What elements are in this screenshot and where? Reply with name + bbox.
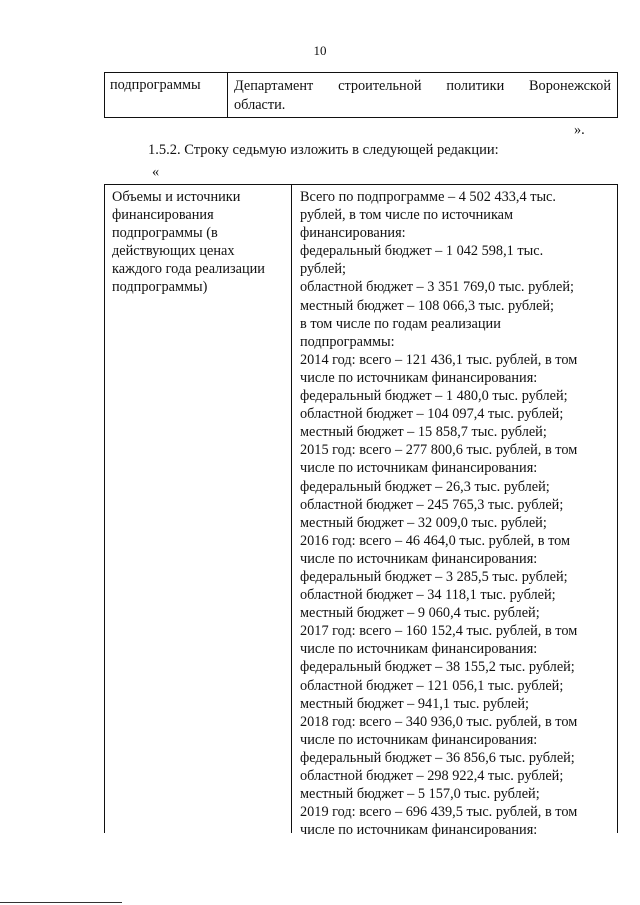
funding-detail-line: 2018 год: всего – 340 936,0 тыс. рублей, в том	[300, 713, 578, 730]
funding-label-line: Объемы и источники	[112, 189, 241, 205]
funding-label-line: подпрограммы (в	[112, 225, 218, 242]
funding-detail-line: федеральный бюджет – 36 856,6 тыс. рублей;	[300, 749, 575, 766]
funding-detail-line: областной бюджет – 104 097,4 тыс. рублей;	[300, 406, 564, 423]
funding-detail-line: рублей, в том числе по источникам	[300, 207, 514, 224]
funding-detail-line: федеральный бюджет – 3 285,5 тыс. рублей;	[300, 568, 568, 585]
footnote-rule	[0, 902, 122, 903]
funding-detail-line: в том числе по годам реализации	[300, 315, 501, 332]
funding-detail-line: финансирования:	[300, 225, 406, 242]
funding-detail-line: федеральный бюджет – 38 155,2 тыс. рублей;	[300, 659, 575, 676]
funding-detail-line: 2017 год: всего – 160 152,4 тыс. рублей, в том	[300, 623, 578, 640]
top-row-value	[228, 73, 617, 117]
funding-detail-line: местный бюджет – 32 009,0 тыс. рублей;	[300, 514, 547, 531]
funding-detail-line: областной бюджет – 34 118,1 тыс. рублей;	[300, 587, 556, 604]
amendment-instruction: 1.5.2. Строку седьмую изложить в следующей редакции:	[148, 142, 499, 158]
funding-detail-line: федеральный бюджет – 26,3 тыс. рублей;	[300, 478, 550, 495]
funding-detail-line: 2019 год: всего – 696 439,5 тыс. рублей, в том	[300, 804, 578, 821]
top-table-row	[104, 72, 618, 118]
funding-label-line: подпрограммы)	[112, 279, 208, 296]
closing-quote: ».	[574, 122, 585, 138]
funding-label-line: финансирования	[112, 207, 214, 224]
funding-detail-line: числе по источникам финансирования:	[300, 460, 538, 477]
funding-detail-line: числе по источникам финансирования:	[300, 822, 538, 839]
funding-detail-line: местный бюджет – 941,1 тыс. рублей;	[300, 695, 529, 712]
top-row-value-line-1: Департамент строительной политики Воронежской	[234, 78, 611, 94]
funding-detail-line: числе по источникам финансирования:	[300, 641, 538, 658]
funding-detail-line: 2015 год: всего – 277 800,6 тыс. рублей, в том	[300, 442, 578, 459]
top-row-value-line-2: области.	[234, 97, 286, 113]
opening-quote: «	[152, 164, 160, 180]
funding-detail-line: числе по источникам финансирования:	[300, 731, 538, 748]
funding-label-line: действующих ценах	[112, 243, 235, 260]
funding-detail-line: числе по источникам финансирования:	[300, 550, 538, 567]
funding-detail-line: областной бюджет – 3 351 769,0 тыс. рублей;	[300, 279, 575, 296]
funding-detail-line: областной бюджет – 245 765,3 тыс. рублей;	[300, 496, 564, 513]
funding-detail-line: местный бюджет – 5 157,0 тыс. рублей;	[300, 786, 540, 803]
funding-detail-line: областной бюджет – 298 922,4 тыс. рублей;	[300, 768, 564, 784]
page-number: 10	[313, 43, 327, 58]
funding-detail-line: местный бюджет – 108 066,3 тыс. рублей;	[300, 297, 554, 314]
funding-detail-line: местный бюджет – 9 060,4 тыс. рублей;	[300, 605, 540, 622]
funding-detail-line: рублей;	[300, 261, 346, 278]
funding-table	[104, 184, 618, 839]
funding-detail-line: 2014 год: всего – 121 436,1 тыс. рублей, в том	[300, 351, 578, 368]
funding-label-cell	[105, 185, 292, 833]
funding-label-line: каждого года реализации	[112, 261, 265, 278]
top-row-label: подпрограммы	[105, 73, 228, 117]
funding-detail-line: местный бюджет – 15 858,7 тыс. рублей;	[300, 424, 547, 441]
funding-detail-line: подпрограммы:	[300, 333, 395, 350]
funding-details-cell	[292, 185, 617, 839]
funding-detail-line: Всего по подпрограмме – 4 502 433,4 тыс.	[300, 189, 556, 205]
funding-detail-line: числе по источникам финансирования:	[300, 369, 538, 386]
funding-detail-line: областной бюджет – 121 056,1 тыс. рублей;	[300, 677, 564, 694]
funding-detail-line: федеральный бюджет – 1 042 598,1 тыс.	[300, 243, 544, 260]
funding-detail-line: 2016 год: всего – 46 464,0 тыс. рублей, в том	[300, 532, 571, 549]
funding-detail-line: федеральный бюджет – 1 480,0 тыс. рублей;	[300, 388, 568, 405]
